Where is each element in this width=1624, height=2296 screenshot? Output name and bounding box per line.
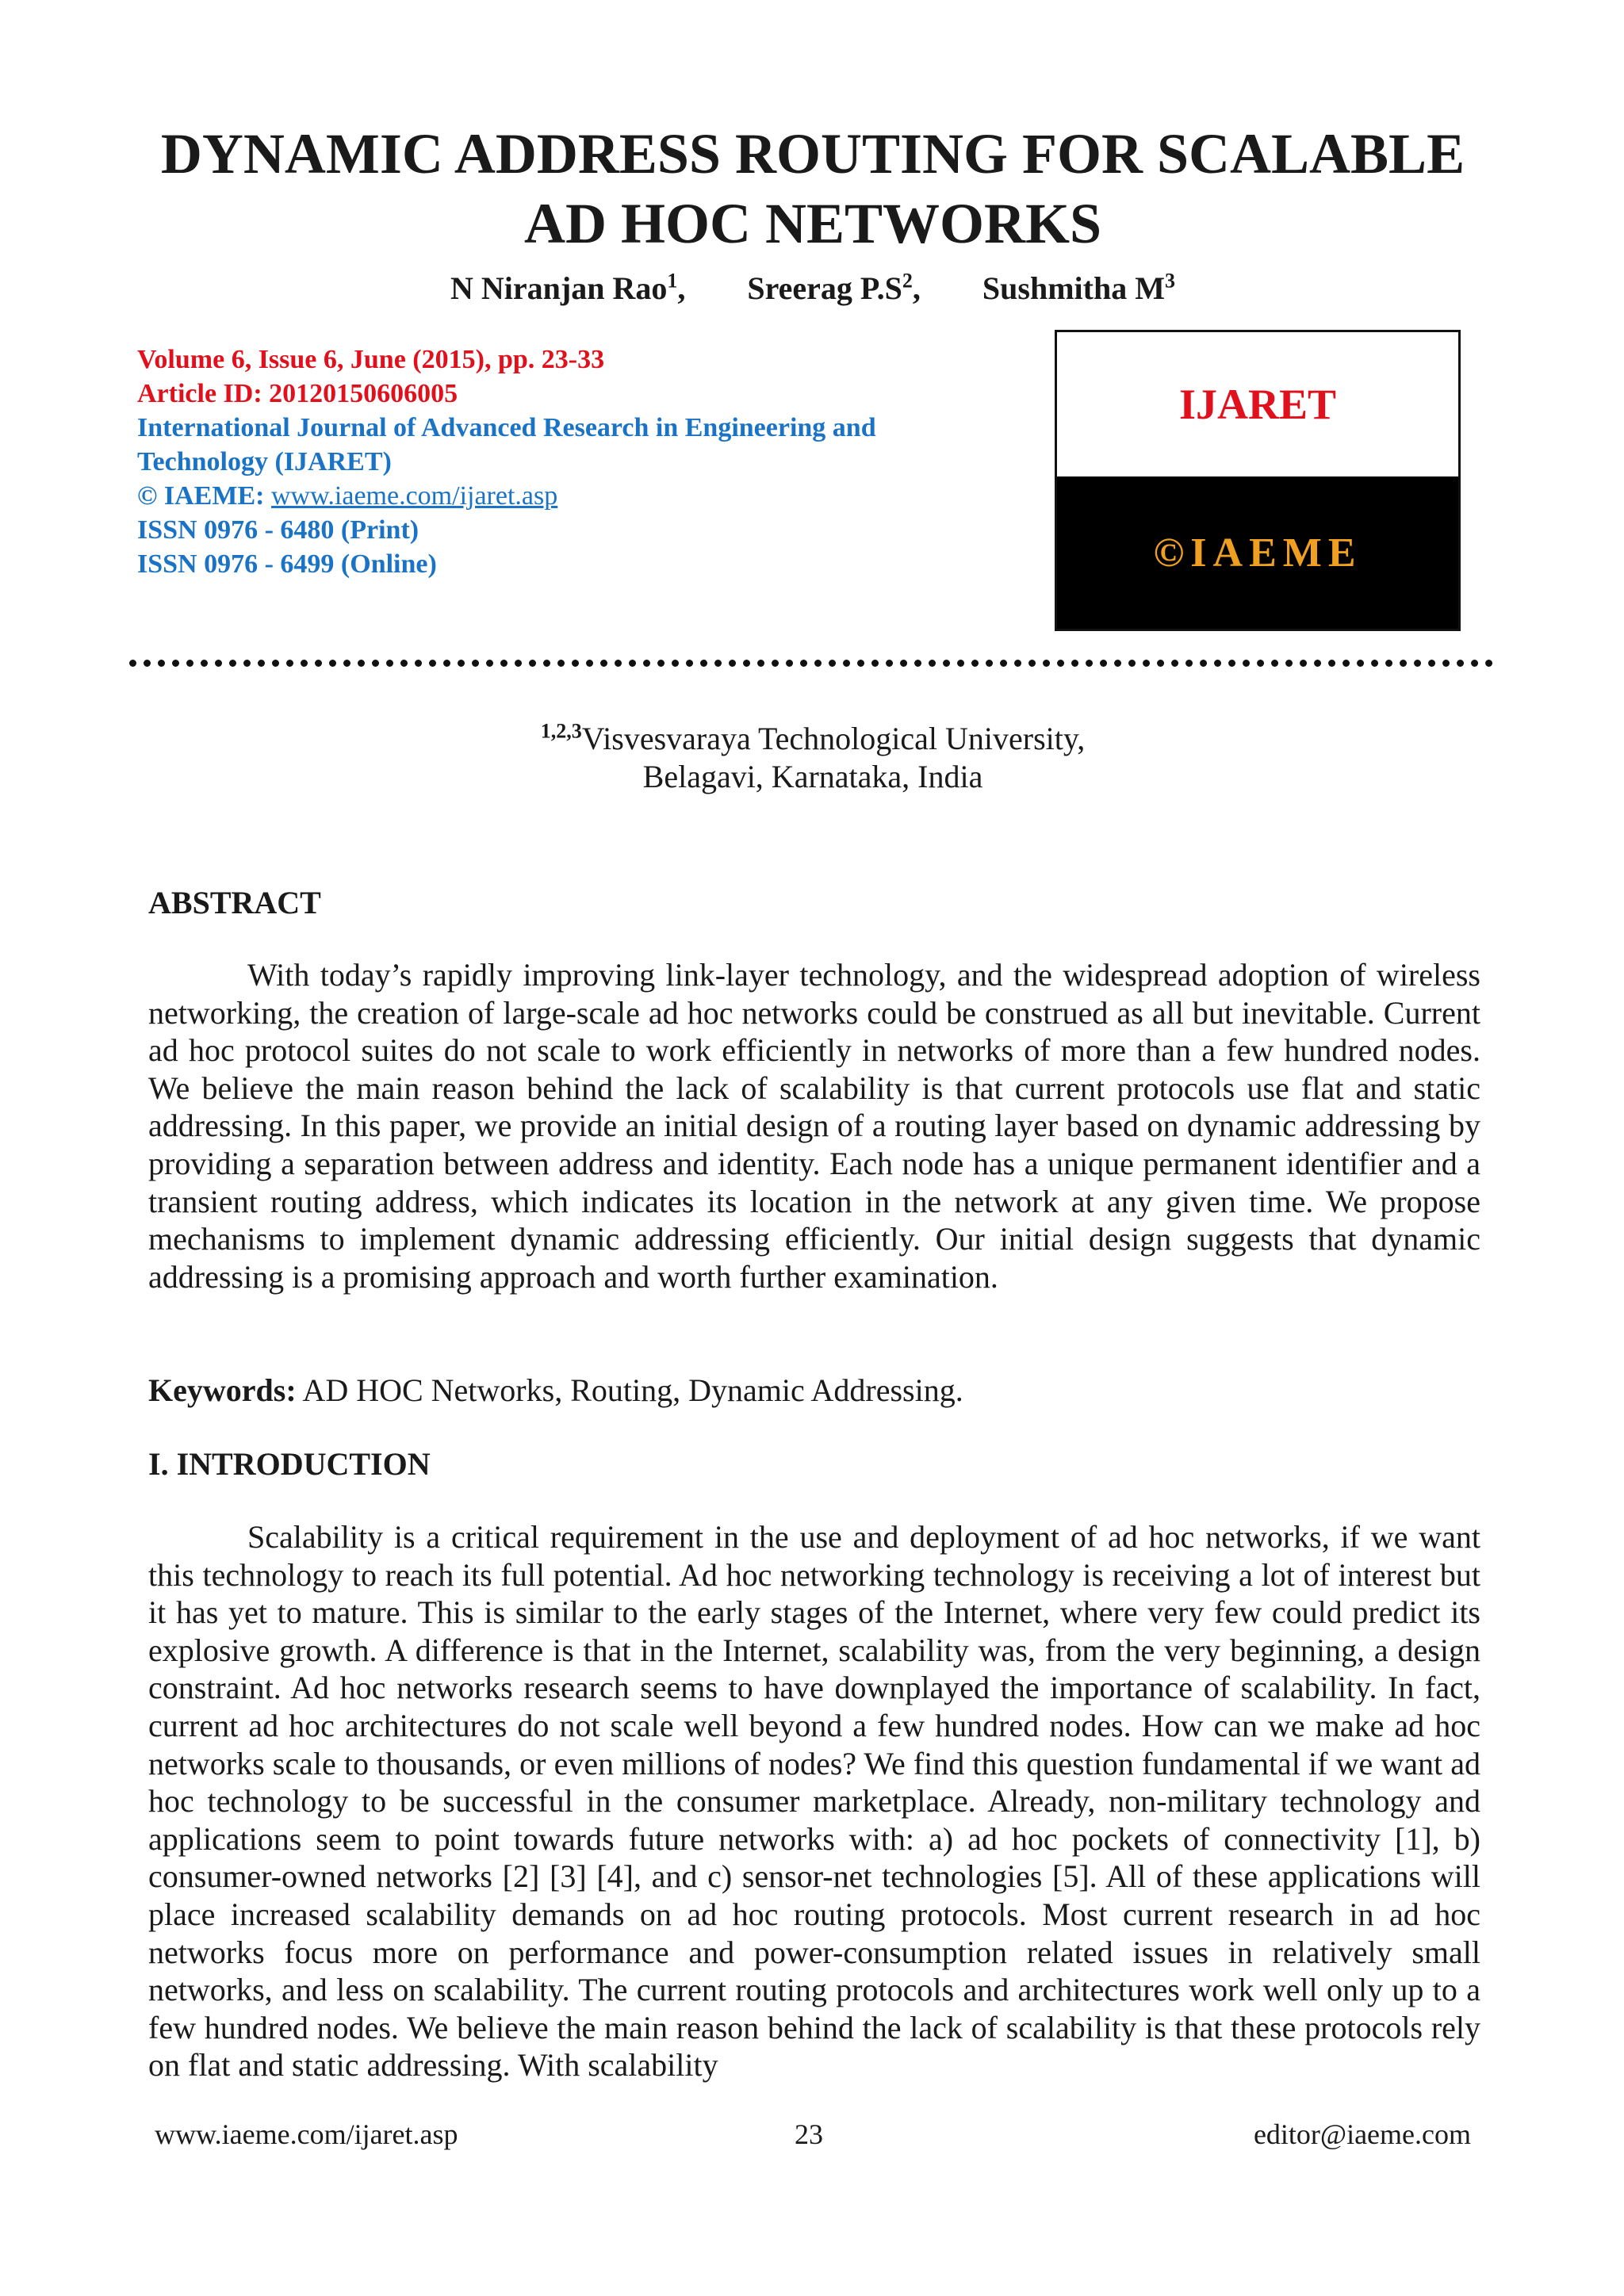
affiliation: $^{1,2,3}$Visvesvaraya Technological University, Belagavi, Karnataka, India [540,719,1086,794]
badge-journal-name: IJARET [1057,332,1458,476]
author: N Niranjan Rao$^1$, [450,269,686,306]
dotted-divider [129,660,1493,667]
author: Sushmitha $M^3$ [982,269,1175,306]
journal-logo-badge [1055,330,1461,631]
abstract-text: With today’s rapidly improving link-layer technology, and the widespread adoption of wireless networking, the creation of large-scale ad hoc networks could be construed as all but inevitable. Current ad hoc protocol suites do not scale to work efficiently in networks of more than a few hundred nodes. We believe the main reason behind the lack of scalability is that current protocols use flat and static addressing. In this paper, we provide an initial design of a routing layer based on dynamic addressing by providing a separation between address and identity. Each node has a unique permanent identifier and a transient routing address, which indicates its location in the network at any given time. We propose mechanisms to implement dynamic addressing efficiently. Our initial design suggests that dynamic addressing is a promising approach and worth further examination. [148,957,1480,1295]
author: Sreerag $P.S^2$, [747,269,921,306]
author-list [119,266,1507,311]
paper-title: DYNAMIC ADDRESS ROUTING FOR SCALABLE AD HOC NETWORKS [160,122,1465,255]
footer-url: www.iaeme.com/ijaret.asp [155,2118,458,2150]
journal-link[interactable]: www.iaeme.com/ijaret.asp [270,481,558,511]
introduction-heading: I. INTRODUCTION [148,1446,431,1482]
journal-name: International Journal of Advanced Research in Engineering and Technology (IJARET) [137,413,876,476]
abstract-heading: ABSTRACT [148,885,321,920]
issn-print: ISSN 0976 - 6480 (Print) [137,515,419,545]
introduction-text: Scalability is a critical requirement in the use and deployment of ad hoc networks, if we want this technology to reach its full potential. Ad hoc networking technology is receiving a lot of interest but it has yet to mature. This is similar to the early stages of the Internet, where very few could predict its explosive growth. A difference is that in the Internet, scalability was, from the very beginning, a design constraint. Ad hoc networks research seems to have downplayed the importance of scalability. In fact, current ad hoc architectures do not scale well beyond a few hundred nodes. How can we make ad hoc networks scale to thousands, or even millions of nodes? We find this question fundamental if we want ad hoc technology to be successful in the consumer marketplace. Already, non-military technology and applications seem to point towards future networks with: a) ad hoc pockets of connectivity [1], b) consumer-owned networks [2] [3] [4], and c) sensor-net technologies [5]. All of these applications will place increased scalability demands on ad hoc routing protocols. Most current research in ad hoc networks focus more on performance and power-consumption related issues in relatively small networks, and less on scalability. The current routing protocols and architectures work well only up to a few hundred nodes. We believe the main reason behind the lack of scalability is that these protocols rely on flat and static addressing. With scalability [148,1519,1480,2084]
badge-publisher: ©IAEME [1057,476,1458,629]
article-id: Article ID: 20120150606005 [137,379,458,408]
footer-email: editor@iaeme.com [1253,2118,1471,2150]
keywords: Keywords: AD HOC Networks, Routing, Dynamic Addressing. [148,1372,963,1408]
issn-online: ISSN 0976 - 6499 (Online) [137,549,437,579]
publication-info [137,342,1009,581]
page-number: 23 [795,2118,823,2150]
iaeme-line: © IAEME: www.iaeme.com/ijaret.asp [137,481,558,511]
volume-info: Volume 6, Issue 6, June (2015), pp. 23-33 [137,345,605,374]
